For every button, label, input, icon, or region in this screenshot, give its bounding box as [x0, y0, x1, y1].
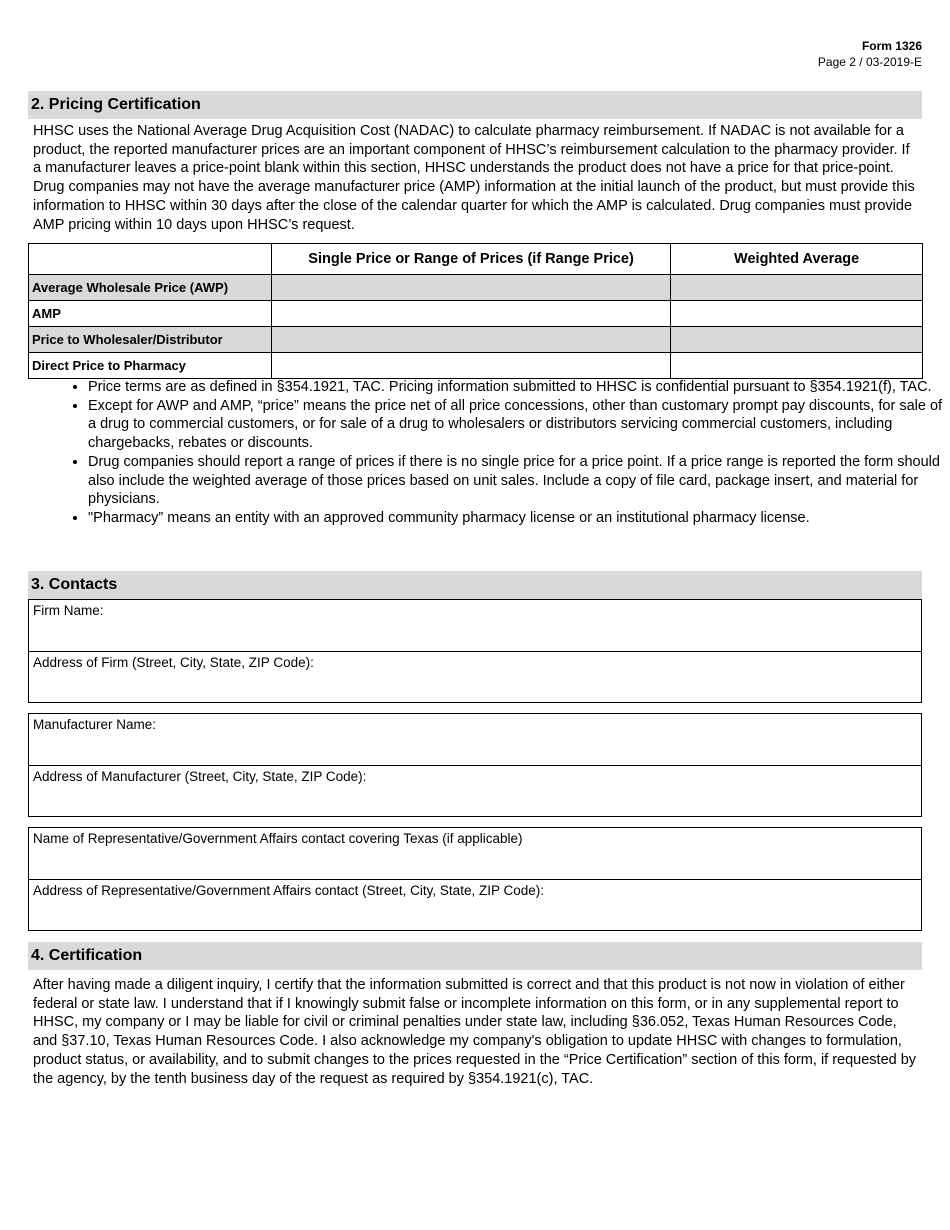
column-header-price: Single Price or Range of Prices (if Range Price)	[271, 244, 670, 275]
list-item: • Price terms are as defined in §354.1921, TAC. Pricing information submitted to HHSC is confidential pursuant to §354.1921(f), TAC.	[88, 378, 948, 397]
table-row	[29, 353, 923, 379]
direct-pharmacy-weighted-field[interactable]	[671, 353, 923, 379]
row-label-direct-pharmacy: Direct Price to Pharmacy	[29, 353, 272, 379]
rep-name-field[interactable]	[29, 828, 921, 879]
awp-price-field[interactable]	[271, 275, 670, 301]
table-row	[29, 275, 923, 301]
pricing-intro: HHSC uses the National Average Drug Acquisition Cost (NADAC) to calculate pharmacy reimbursement. If NADAC is not available for a product, the reported manufacturer prices are an important component of HHSC’s reimbursement calculation to the pharmacy provider. If a manufacturer leaves a price-point blank within this section, HHSC understands the product does not have a price for that price-point. Drug companies may not have the average manufacturer price (AMP) information at the initial launch of the product, but must provide this information to HHSC within 30 days after the close of the calendar quarter for which the AMP is calculated. Drug companies must provide AMP pricing within 10 days upon HHSC’s request.	[33, 123, 915, 233]
manufacturer-name-label: Manufacturer Name:	[33, 717, 157, 732]
manufacturer-name-field[interactable]	[29, 714, 921, 765]
list-item: • "Pharmacy” means an entity with an approved community pharmacy license or an institutional pharmacy license.	[88, 509, 948, 528]
firm-name-field[interactable]	[29, 600, 921, 651]
representative-info-box	[28, 827, 922, 931]
manufacturer-address-label: Address of Manufacturer (Street, City, State, ZIP Code):	[33, 769, 367, 784]
row-label-awp: Average Wholesale Price (AWP)	[29, 275, 272, 301]
row-label-amp: AMP	[29, 301, 272, 327]
wholesaler-price-field[interactable]	[271, 327, 670, 353]
rep-address-label: Address of Representative/Government Affairs contact (Street, City, State, ZIP Code):	[33, 883, 544, 898]
manufacturer-info-box	[28, 713, 922, 817]
contacts-section-heading: 3. Contacts	[28, 571, 922, 599]
certification-section-heading: 4. Certification	[28, 942, 922, 970]
pricing-table	[28, 243, 923, 379]
rep-name-label: Name of Representative/Government Affairs contact covering Texas (if applicable)	[33, 831, 523, 846]
amp-price-field[interactable]	[271, 301, 670, 327]
wholesaler-weighted-field[interactable]	[671, 327, 923, 353]
page-header	[818, 38, 922, 70]
rep-address-field[interactable]	[29, 879, 921, 930]
pricing-notes-list	[60, 378, 948, 528]
certification-text: After having made a diligent inquiry, I certify that the information submitted is correct and that this product is not now in violation of either federal or state law. I understand that if I knowingly submit false or incomplete information on this form, or in any supplemental report to HHSC, my company or I may be liable for civil or criminal penalties under state law, including §36.052, Texas Human Resources Code, and §37.10, Texas Human Resources Code. I also acknowledge my company's obligation to update HHSC with changes to formulation, product status, or availability, and to submit changes to the prices requested in the “Price Certification” section of this form, if requested by the agency, by the tenth business day of the request as required by §354.1921(c), TAC.	[33, 977, 917, 1087]
table-row	[29, 327, 923, 353]
firm-name-label: Firm Name:	[33, 603, 104, 618]
row-label-wholesaler: Price to Wholesaler/Distributor	[29, 327, 272, 353]
table-row	[29, 301, 923, 327]
form-number: Form 1326	[861, 39, 922, 53]
awp-weighted-field[interactable]	[671, 275, 923, 301]
column-header-blank	[29, 244, 272, 275]
manufacturer-address-field[interactable]	[29, 765, 921, 816]
page-info: Page 2 / 03-2019-E	[817, 55, 922, 69]
firm-address-field[interactable]	[29, 651, 921, 702]
pricing-table-header	[29, 244, 923, 275]
list-item: • Drug companies should report a range of prices if there is no single price for a price point. If a price range is reported the form should also include the weighted average of those prices based on unit sales. Include a copy of file card, package insert, and material for physicians.	[88, 453, 948, 509]
list-item: • Except for AWP and AMP, “price” means the price net of all price concessions, other than customary prompt pay discounts, for sale of a drug to commercial customers, or for sale of a drug to wholesalers or distributors servicing commercial customers, including chargebacks, rebates or discounts.	[88, 397, 948, 453]
amp-weighted-field[interactable]	[671, 301, 923, 327]
pricing-section-heading: 2. Pricing Certification	[28, 91, 922, 119]
firm-info-box	[28, 599, 922, 703]
column-header-weighted: Weighted Average	[671, 244, 923, 275]
direct-pharmacy-price-field[interactable]	[271, 353, 670, 379]
firm-address-label: Address of Firm (Street, City, State, ZIP Code):	[33, 655, 314, 670]
